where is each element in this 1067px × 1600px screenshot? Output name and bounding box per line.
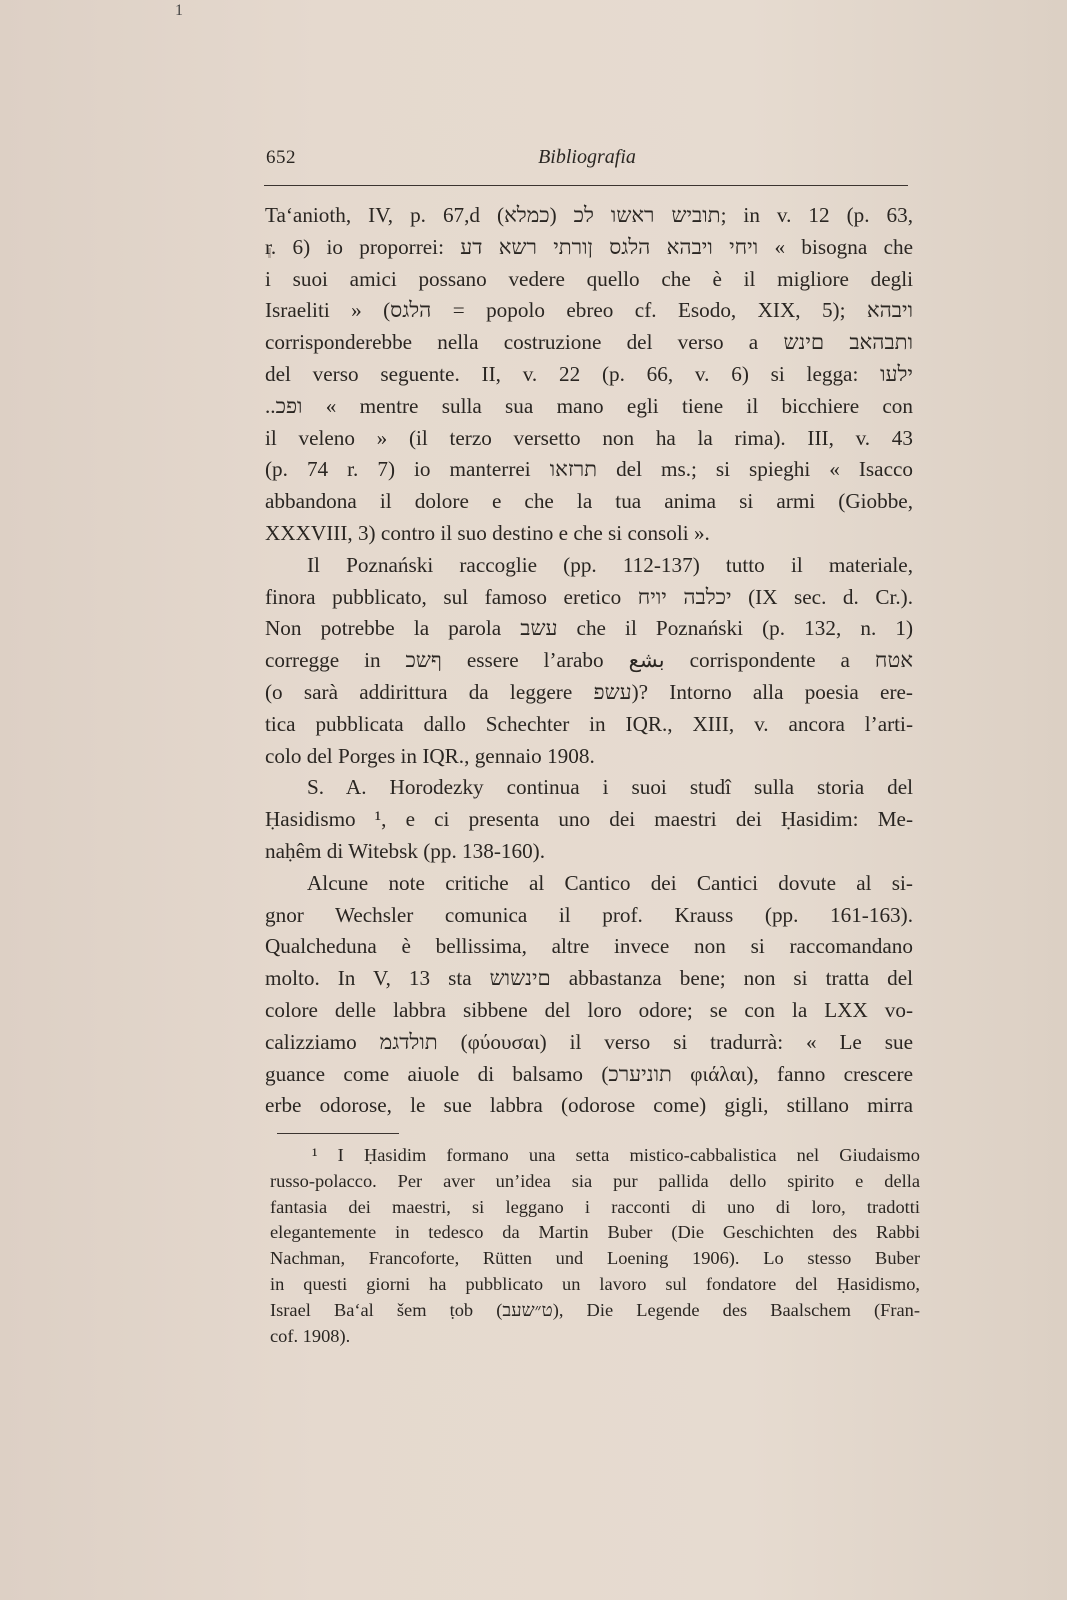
body-line: (p. 74 r. 7) io manterrei תרזאו del ms.; si spieghi « Isacco (265, 457, 913, 482)
body-line: Il Poznański raccoglie (pp. 112-137) tutto il materiale, (307, 552, 913, 577)
header-rule (264, 185, 908, 186)
page-number: 652 (266, 147, 296, 168)
body-line: del verso seguente. II, v. 22 (p. 66, v. 6) si legga: ילעו (265, 361, 913, 386)
body-line: ..ופכ « mentre sulla sua mano egli tiene il bicchiere con (265, 393, 913, 418)
footnote-line: elegantemente in tedesco da Martin Buber (Die Geschichten des Rabbi (270, 1222, 920, 1243)
body-line: colo del Porges in IQR., gennaio 1908. (265, 743, 595, 768)
footnote-line: Israel Ba‘al šem ṭob (ט״שעב), Die Legende des Baalschem (Fran- (270, 1299, 920, 1320)
body-line: tica pubblicata dallo Schechter in IQR., XIII, v. ancora l’arti- (265, 711, 913, 736)
body-line: XXXVIII, 3) contro il suo destino e che si consoli ». (265, 520, 710, 545)
body-line: calizziamo תולדגמ (φύουσαι) il verso si tradurrà: « Le sue (265, 1029, 913, 1054)
body-line: S. A. Horodezky continua i suoi studî sulla storia del (307, 775, 913, 800)
footnote-line: fantasia dei maestri, si leggano i racconti di uno di loro, tradotti (270, 1196, 920, 1217)
body-line: Qualcheduna è bellissima, altre invece non si raccomandano (265, 934, 913, 959)
running-header (266, 147, 908, 177)
footnotes (270, 1143, 920, 1349)
body-line: naḥêm di Witebsk (pp. 138-160). (265, 838, 546, 863)
body-line: r. 6) io proporrei: ויחי ויבהא הלגס ןורתי רשא דע « bisogna che (265, 234, 913, 259)
running-title: Bibliografia (538, 146, 636, 168)
body-line: gnor Wechsler comunica il prof. Krauss (pp. 161-163). (265, 902, 913, 927)
body-line: abbandona il dolore e che la tua anima si armi (Giobbe, (265, 489, 913, 514)
body-line: molto. In V, 13 sta םינשוש abbastanza bene; non si tratta del (265, 966, 913, 991)
footnote-line: in questi giorni ha pubblicato un lavoro sul fondatore del Ḥasidismo, (270, 1273, 920, 1294)
body-line: Non potrebbe la parola עשב che il Poznański (p. 132, n. 1) (265, 616, 913, 641)
footnote-line: russo-polacco. Per aver un’idea sia pur pallida dello spirito e della (270, 1170, 920, 1191)
body-line: erbe odorose, le sue labbra (odorose come) gigli, stillano mirra (265, 1093, 913, 1118)
footnote-line: Nachman, Francoforte, Rütten und Loening 1906). Lo stesso Buber (270, 1248, 920, 1269)
body-line: Ta‘anioth, IV, p. 67,d תוביש ראשו לכ (כמלא); in v. 12 (p. 63, (265, 203, 913, 227)
body-line: colore delle labbra sibbene del loro odore; se con la LXX vo- (265, 997, 913, 1022)
body-line: Alcune note critiche al Cantico dei Cantici dovute al si- (307, 870, 913, 895)
body-line: il veleno » (il terzo versetto non ha la rima). III, v. 43 (265, 425, 913, 450)
body-line: corregge in ףשכ essere l’arabo بشع corrispondente a אטח (265, 648, 913, 673)
body-line: Israeliti » (הלגס = popolo ebreo cf. Esodo, XIX, 5); ויבהא (265, 298, 913, 323)
body-line: (o sarà addirittura da leggere עשפ)? Intorno alla poesia ere- (265, 679, 913, 704)
body-text (265, 200, 913, 1122)
footnote-line: ¹ I Ḥasidim formano una setta mistico-cabbalistica nel Giudaismo (312, 1145, 920, 1165)
corner-mark: 1 (175, 2, 183, 19)
body-line: i suoi amici possano vedere quello che è il migliore degli (265, 266, 913, 291)
footnote-line: cof. 1908). (270, 1325, 351, 1346)
body-line: Ḥasidismo ¹, e ci presenta uno dei maestri dei Ḥasidim: Me- (265, 807, 913, 832)
footnote-rule (277, 1133, 399, 1134)
body-line: finora pubblicato, sul famoso eretico יכלבה יויח (IX sec. d. Cr.). (265, 584, 913, 609)
body-line: guance come aiuole di balsamo (תוניערכ φιάλαι), fanno crescere (265, 1061, 913, 1086)
body-line: corrisponderebbe nella costruzione del verso a ותבהאב םינש (265, 330, 913, 355)
